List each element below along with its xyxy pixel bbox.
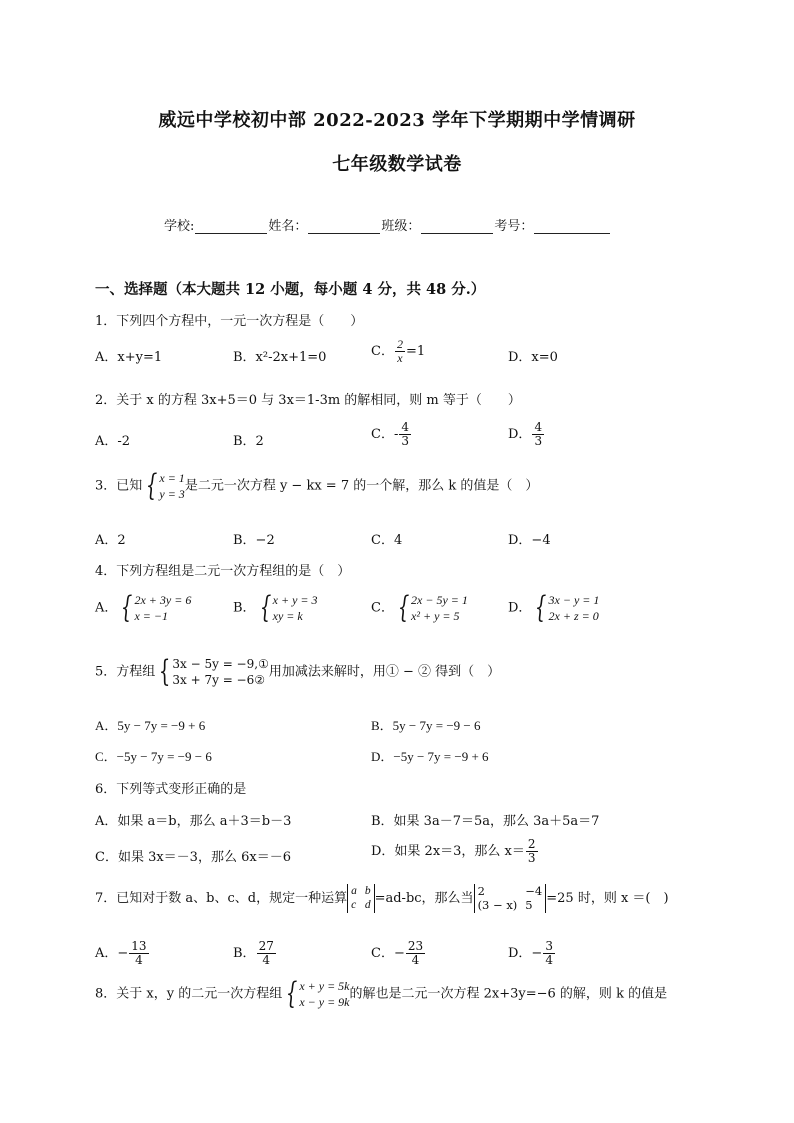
q3-system: { x = 1 y = 3 xyxy=(146,468,185,504)
q3-option-c[interactable]: C．4 xyxy=(371,533,403,548)
q3-option-b[interactable]: B．−2 xyxy=(233,533,275,548)
q5-system: { 3x − 5y = −9,① 3x + 7y = −6② xyxy=(159,654,269,690)
q5-option-a[interactable]: A．5y − 7y = −9 + 6 xyxy=(95,718,206,733)
q4-option-a[interactable]: A． { 2x + 3y = 6 x = −1 xyxy=(95,590,192,626)
section-heading: 一、选择题（本大题共 12 小题，每小题 4 分，共 48 分.） xyxy=(95,281,486,298)
q6-option-d[interactable]: D．如果 2x＝3，那么 x＝ $\frac{2}{3}$ xyxy=(371,837,536,866)
q7-option-d[interactable]: D．− $\frac{3}{4}$ xyxy=(508,939,553,968)
class-label: 班级： xyxy=(381,219,421,234)
q1-c-tail: =1 xyxy=(405,344,426,360)
question-3-stem: 3．已知 { x = 1 y = 3 是二元一次方程 y − kx = 7 的一个解，那么 k 的值是（ ） xyxy=(95,468,539,504)
q7-option-b[interactable]: B． $\frac{27}{4}$ xyxy=(233,939,274,968)
q6-option-a[interactable]: A．如果 a＝b，那么 a＋3＝b－3 xyxy=(95,814,292,829)
q3-option-a[interactable]: A．2 xyxy=(95,533,126,548)
number-blank[interactable] xyxy=(534,219,610,234)
exam-title: 威远中学校初中部 2022-2023 学年下学期期中学情调研 xyxy=(158,110,636,131)
q2-option-a[interactable]: A．-2 xyxy=(95,434,131,449)
q6-option-b[interactable]: B．如果 3a－7＝5a，那么 3a＋5a＝7 xyxy=(371,814,600,829)
q4-option-b[interactable]: B． { x + y = 3 xy = k xyxy=(233,590,318,626)
school-blank[interactable] xyxy=(195,219,267,234)
question-8-stem: 8．关于 x，y 的二元一次方程组 { x + y = 5k x − y = 9k 的解也是二元一次方程 2x+3y=−6 的解，则 k 的值是 xyxy=(95,976,668,1012)
q1-option-d[interactable]: D．x=0 xyxy=(508,350,558,365)
q5-option-c[interactable]: C．−5y − 7y = −9 − 6 xyxy=(95,749,212,764)
q7-option-c[interactable]: C．− $\frac{23}{4}$ xyxy=(371,939,424,968)
q7-determinant-values: 2 −4 (3 − x) 5 xyxy=(474,884,547,913)
q4-option-d[interactable]: D． { 3x − y = 1 2x + z = 0 xyxy=(508,590,600,626)
question-1-stem: 1．下列四个方程中，一元一次方程是（ ） xyxy=(95,314,364,329)
q1-option-a[interactable]: A．x+y=1 xyxy=(95,350,163,365)
question-2-stem: 2．关于 x 的方程 3x+5＝0 与 3x＝1-3m 的解相同，则 m 等于（ ） xyxy=(95,393,521,408)
q2-option-c[interactable] xyxy=(371,421,412,448)
q5-option-b[interactable]: B．5y − 7y = −9 − 6 xyxy=(371,718,481,733)
q2-option-b[interactable]: B．2 xyxy=(233,434,264,449)
q5-option-d[interactable]: D．−5y − 7y = −9 + 6 xyxy=(371,749,489,764)
q2-d-fraction: $\frac{4}{3}$ xyxy=(534,420,543,449)
question-7-stem: 7．已知对于数 a、b、c、d，规定一种运算 a b c d =ad-bc，那么当 2 −4 (3 − x) 5 =25 时，则 x ＝( ) xyxy=(95,884,669,913)
q1-c-label: C． xyxy=(371,344,394,360)
question-6-stem: 6．下列等式变形正确的是 xyxy=(95,782,247,797)
question-5-stem: 5．方程组 { 3x − 5y = −9,① 3x + 7y = −6② 用加减法来解时，用① − ② 得到（ ） xyxy=(95,654,501,690)
q2-c-fraction: $\frac{4}{3}$ xyxy=(401,420,409,449)
q2-d-label: D． xyxy=(508,427,532,443)
q2-c-label: C．- xyxy=(371,427,399,443)
q1-c-fraction: $\frac{2}{x}$ xyxy=(396,337,403,366)
exam-subtitle: 七年级数学试卷 xyxy=(332,154,462,175)
student-info-line xyxy=(164,215,611,234)
q7-determinant-abcd: a b c d xyxy=(347,884,375,913)
q8-system: { x + y = 5k x − y = 9k xyxy=(286,976,350,1012)
question-4-stem: 4．下列方程组是二元一次方程组的是（ ） xyxy=(95,564,351,579)
number-label: 考号： xyxy=(494,219,534,234)
class-blank[interactable] xyxy=(421,219,493,234)
q7-option-a[interactable]: A．− $\frac{13}{4}$ xyxy=(95,939,147,968)
q1-option-c[interactable] xyxy=(371,338,425,365)
q1-option-b[interactable]: B．x²-2x+1=0 xyxy=(233,350,327,365)
name-blank[interactable] xyxy=(308,219,380,234)
q3-option-d[interactable]: D．−4 xyxy=(508,533,551,548)
q4-option-c[interactable]: C． { 2x − 5y = 1 x² + y = 5 xyxy=(371,590,468,626)
q6-option-c[interactable]: C．如果 3x＝－3，那么 6x＝－6 xyxy=(95,850,291,865)
school-label: 学校: xyxy=(164,219,195,234)
q2-option-d[interactable] xyxy=(508,421,545,448)
name-label: 姓名： xyxy=(268,219,308,234)
